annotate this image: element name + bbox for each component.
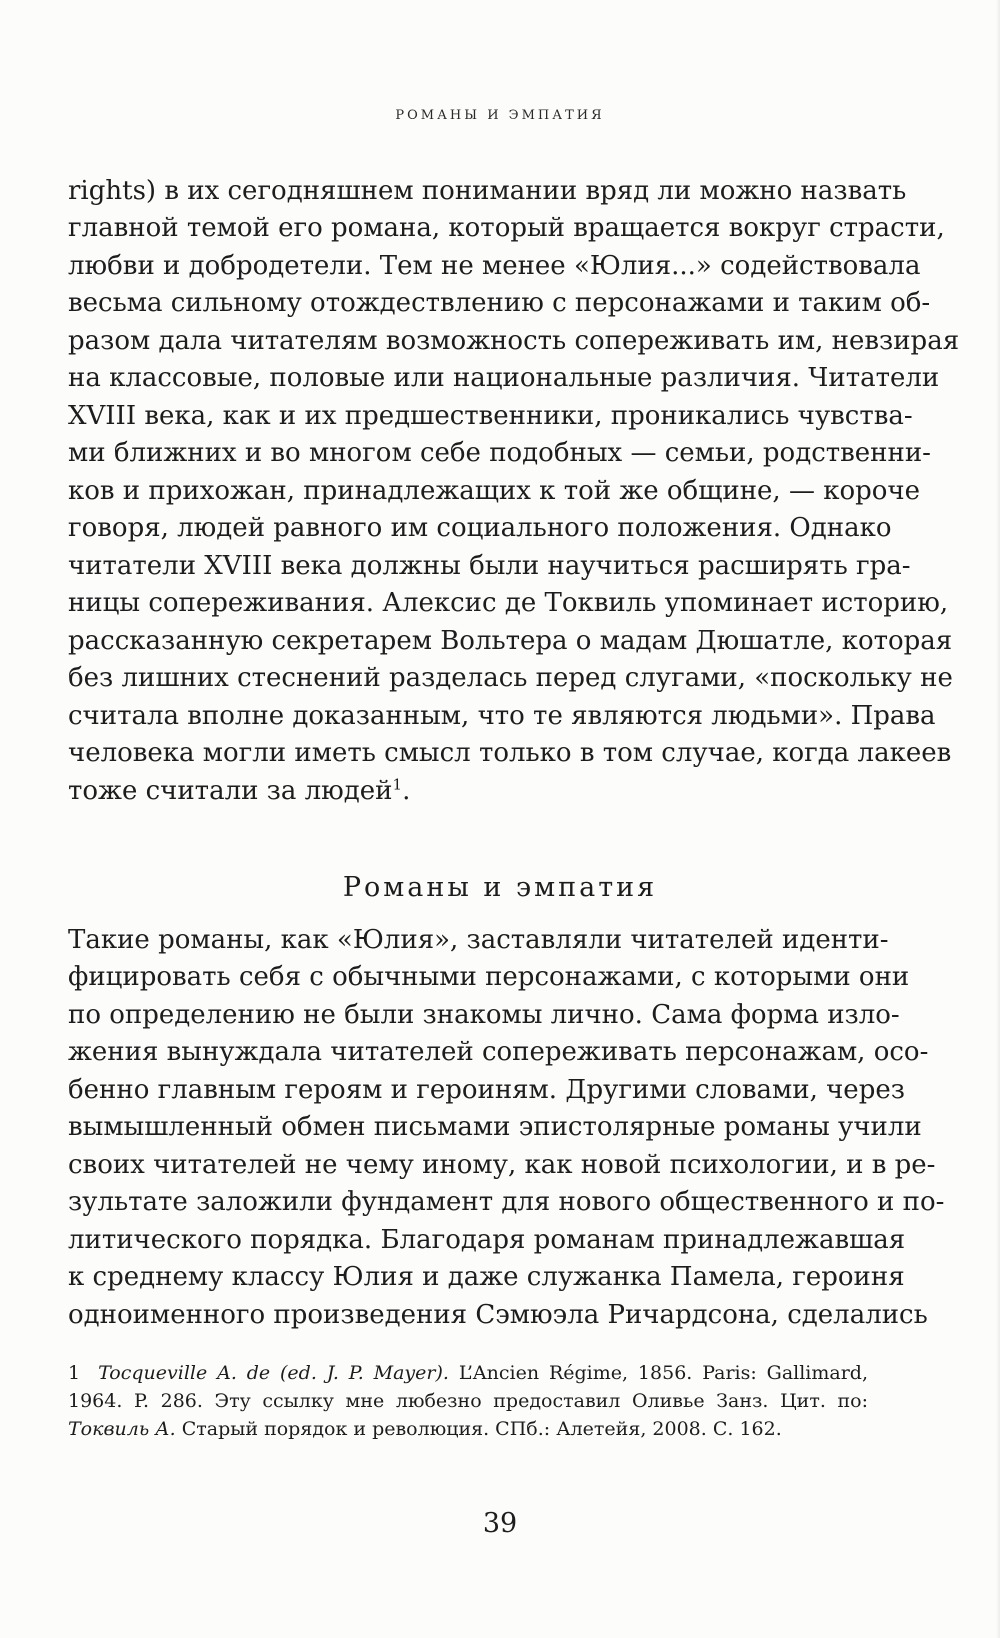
section-title: Романы и эмпатия: [342, 872, 658, 903]
text-line: рассказанную секретарем Вольтера о мадам Дюшатле, которая: [68, 626, 953, 656]
text-line: человека могли иметь смысл только в том случае, когда лакеев: [68, 738, 952, 768]
footnote-line: 1964. P. 286. Эту ссылку мне любезно предоставил Оливье Занз. Цит. по:: [68, 1390, 868, 1412]
text-line: Такие романы, как «Юлия», заставляли читателей иденти-: [68, 925, 889, 955]
page-edge-shadow: [996, 0, 1000, 1638]
text-line: ницы сопереживания. Алексис де Токвиль упоминает историю,: [68, 588, 949, 618]
sentence-end: .: [402, 776, 411, 806]
text-line: весьма сильному отождествлению с персонажами и таким об-: [68, 288, 931, 318]
footnote-citation: Старый порядок и революция. СПб.: Алетейя, 2008. С. 162.: [175, 1418, 782, 1440]
text-line: жения вынуждала читателей сопереживать персонажам, осо-: [68, 1037, 929, 1067]
text-line: своих читателей не чему иному, как новой психологии, и в ре-: [68, 1150, 936, 1180]
running-head: РОМАНЫ И ЭМПАТИЯ: [395, 108, 605, 123]
text-line: считала вполне доказанным, что те являются людьми». Права: [68, 701, 936, 731]
footnote-author-latin: Tocqueville A. de (ed. J. P. Mayer).: [98, 1362, 449, 1384]
text-line: rights) в их сегодняшнем понимании вряд ли можно назвать: [68, 176, 907, 206]
text-line: вымышленный обмен письмами эпистолярные романы учили: [68, 1112, 922, 1142]
text-line: зультате заложили фундамент для нового общественного и по-: [68, 1187, 945, 1217]
page-number: 39: [482, 1508, 518, 1539]
footnote-number: 1: [68, 1362, 81, 1384]
text-line-last-body: тоже считали за людей: [68, 776, 393, 806]
text-line: литического порядка. Благодаря романам принадлежавшая: [68, 1225, 906, 1255]
footnote-citation: L’Ancien Régime, 1856. Paris: Gallimard,: [448, 1362, 869, 1384]
text-line: фицировать себя с обычными персонажами, с которыми они: [68, 962, 910, 992]
text-line: бенно главным героям и героиням. Другими словами, через: [68, 1075, 905, 1105]
text-line: к среднему классу Юлия и даже служанка Памела, героиня: [68, 1262, 905, 1292]
text-line: без лишних стеснений разделась перед слугами, «поскольку не: [68, 663, 953, 693]
footnote-line: [68, 1360, 868, 1387]
text-line: одноименного произведения Сэмюэла Ричардсона, сделались: [68, 1300, 928, 1330]
text-line: читатели XVIII века должны были научиться расширять гра-: [68, 551, 911, 581]
text-line: по определению не были знакомы лично. Сама форма изло-: [68, 1000, 900, 1030]
text-line: любви и добродетели. Тем не менее «Юлия...» содействовала: [68, 251, 921, 281]
text-line-last: [68, 774, 868, 808]
text-line: говоря, людей равного им социального положения. Однако: [68, 513, 892, 543]
text-line: XVIII века, как и их предшественники, проникались чувства-: [68, 401, 913, 431]
text-line: ков и прихожан, принадлежащих к той же общине, — короче: [68, 476, 920, 506]
footnote-reference[interactable]: 1: [392, 775, 403, 794]
text-line: разом дала читателям возможность сопереживать им, невзирая: [68, 326, 960, 356]
text-line: на классовые, половые или национальные различия. Читатели: [68, 363, 940, 393]
text-line: ми ближних и во многом себе подобных — семьи, родственни-: [68, 438, 931, 468]
footnote-author-cyrillic: Токвиль А.: [68, 1418, 176, 1440]
footnote-line: [68, 1416, 868, 1443]
text-line: главной темой его романа, который вращается вокруг страсти,: [68, 213, 945, 243]
